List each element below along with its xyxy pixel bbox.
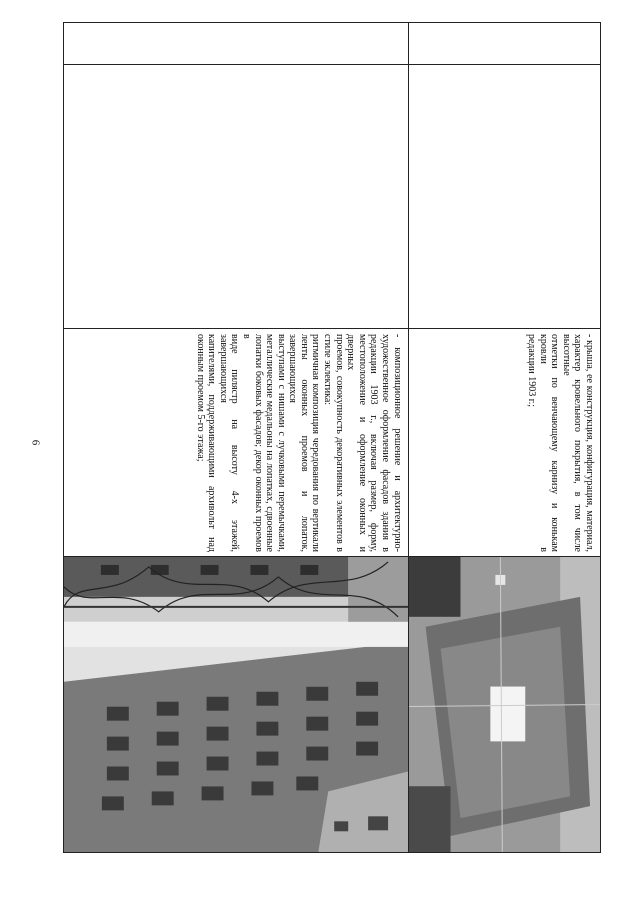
text-line: местоположение и оформление оконных и дверных (345, 334, 368, 552)
facade-photos-cell (63, 557, 408, 853)
rotated-document-table (64, 22, 601, 852)
text-line: характер кровельного покрытия, в том числе высотные (560, 334, 584, 552)
text-line: ленты оконных проемов и лопаток, завершающихся (287, 334, 310, 552)
building-facade-photo (64, 622, 408, 852)
text-line: лопатки боковых фасадов; декор оконных проемов в (240, 334, 264, 552)
text-line: проемов, совокупность декоративных элементов в (333, 334, 345, 552)
text-line: капителями, поддерживающими архивольт над (206, 334, 218, 552)
text-line: художественное оформление фасадов здания в (380, 334, 392, 552)
roof-aerial-photo (409, 557, 600, 852)
facade-description-text (192, 329, 408, 556)
roof-photo-cell (408, 557, 600, 853)
table-row (63, 23, 408, 853)
text-line: выступами с нишами с лучковыми перемычками, (275, 334, 287, 552)
text-line: редакции 1903 г., включая размер, форму, (368, 334, 380, 552)
text-line: стиле эклектика: (322, 334, 334, 406)
heritage-description-table (63, 22, 601, 853)
empty-cell (408, 65, 600, 329)
row-number-cell (408, 23, 600, 65)
text-line: - крыша, ее конструкция, конфигурация, материал, (584, 334, 595, 552)
empty-cell (63, 65, 408, 329)
roof-description-cell (408, 329, 600, 557)
wire-fence-photo (64, 557, 408, 622)
page-number: 6 (29, 439, 42, 446)
text-line: металлические медальоны на лопатках, сдвоенные (264, 334, 276, 552)
text-line: редакции 1903 г.; (526, 334, 538, 407)
text-line: - композиционное решение и архитектурно- (391, 334, 403, 552)
roof-description-text (523, 329, 600, 556)
text-line: отметки по венчающему карнизу и конькам кровли в (537, 334, 561, 552)
row-number-cell (63, 23, 408, 65)
facade-description-cell (63, 329, 408, 557)
text-line: оконным проемом 5-го этажа; (194, 334, 206, 462)
text-line: ритмичная композиция чередования по вертикали (310, 334, 322, 552)
facade-photos (64, 557, 408, 852)
table-row (408, 23, 600, 853)
text-line: виде пилястр на высоту 4-х этажей, завершающихся (217, 334, 241, 552)
